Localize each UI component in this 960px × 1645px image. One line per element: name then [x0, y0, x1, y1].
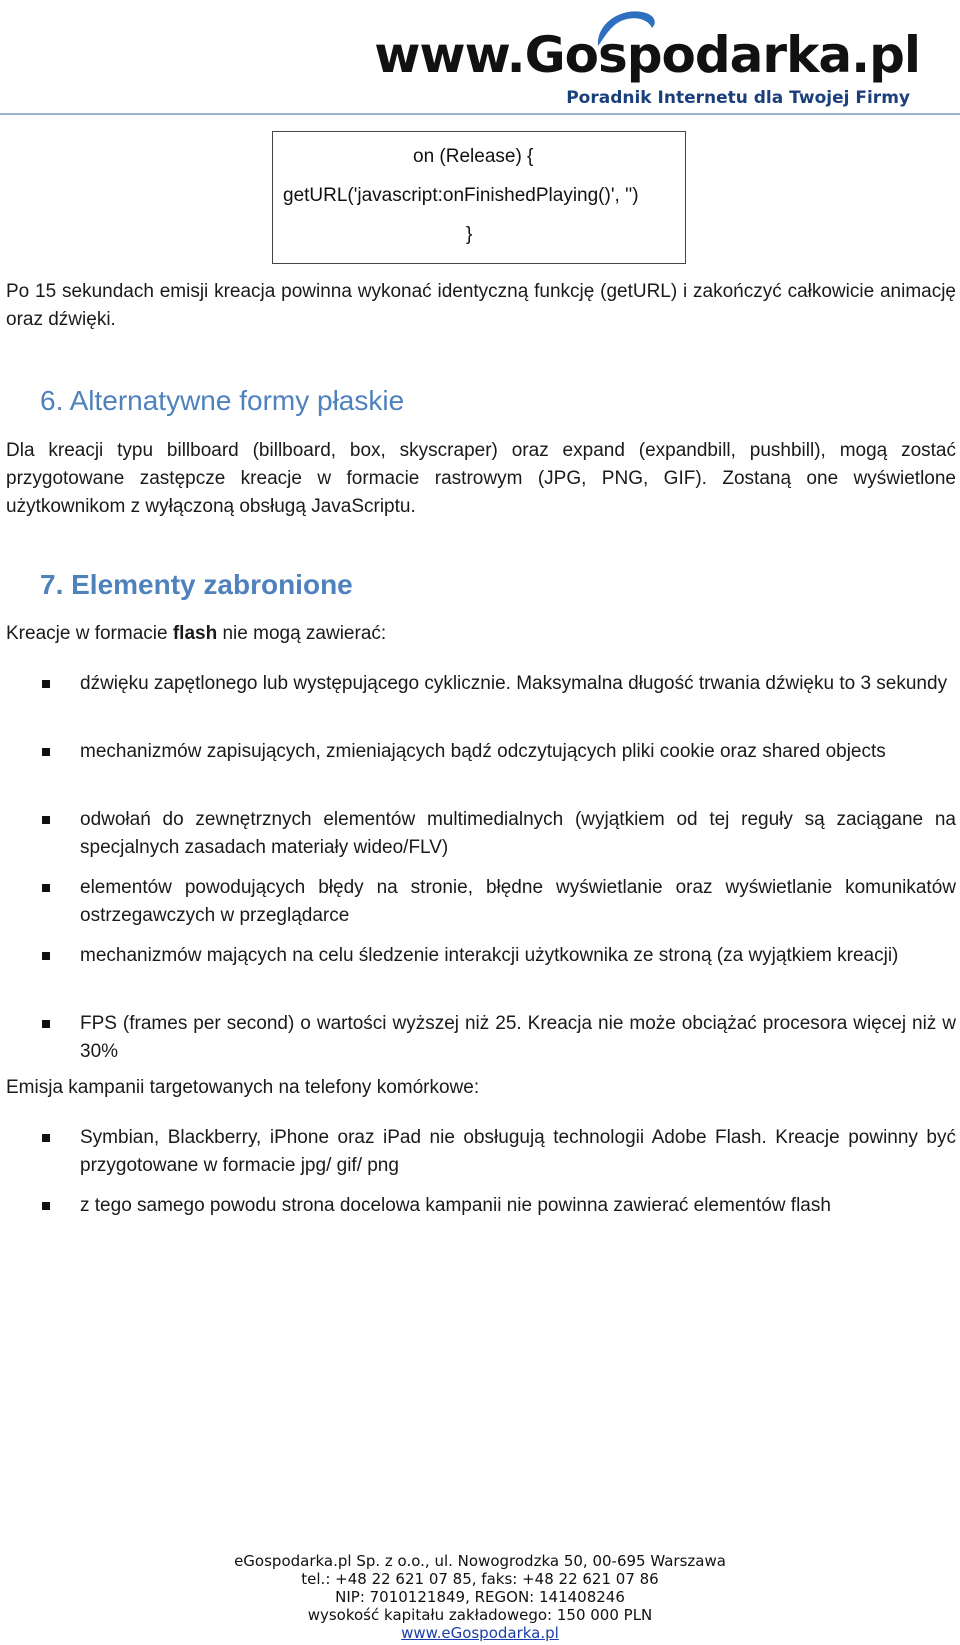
code-line-3: }: [466, 224, 473, 245]
bullet-square-icon: [42, 1134, 50, 1142]
footer-company-address: eGospodarka.pl Sp. z o.o., ul. Nowogrodzka 50, 00-695 Warszawa: [234, 1552, 726, 1570]
logo-tagline: Poradnik Internetu dla Twojej Firmy: [566, 88, 910, 108]
bullet-square-icon: [42, 884, 50, 892]
header-divider: [0, 113, 960, 115]
bullet-square-icon: [42, 1020, 50, 1028]
bullet-square-icon: [42, 748, 50, 756]
bullet-square-icon: [42, 1202, 50, 1210]
section-6-body: Dla kreacji typu billboard (billboard, box, skyscraper) oraz expand (expandbill, pushbill), mogą zostać przygotowane zastępcze kreacje w formacie rastrowym (JPG, PNG, GIF). Zostaną one wyświetlone użytkownikom z wyłączoną obsługą JavaScriptu.: [6, 440, 956, 517]
bullet-square-icon: [42, 816, 50, 824]
footer-capital: wysokość kapitału zakładowego: 150 000 PLN: [307, 1606, 653, 1624]
logo-wordmark: www.Gospodarka.pl: [374, 26, 920, 84]
code-line-2: getURL('javascript:onFinishedPlaying()', ''): [283, 185, 639, 206]
intro-paragraph: Po 15 sekundach emisji kreacja powinna wykonać identyczną funkcję (getURL) i zakończyć całkowicie animację oraz dźwięki.: [6, 281, 956, 330]
footer-phone-fax: tel.: +48 22 621 07 85, faks: +48 22 621 07 86: [301, 1570, 659, 1588]
bullet-square-icon: [42, 680, 50, 688]
section-7-intro: Kreacje w formacie flash nie mogą zawierać:: [6, 623, 387, 644]
code-snippet-box: [272, 131, 686, 264]
bullet-square-icon: [42, 952, 50, 960]
footer-tax-ids: NIP: 7010121849, REGON: 141408246: [335, 1588, 625, 1606]
code-line-1: on (Release) {: [413, 146, 534, 167]
footer-website-link[interactable]: www.eGospodarka.pl: [401, 1624, 559, 1642]
page-footer: [0, 1552, 960, 1642]
section-6-heading: 6. Alternatywne formy płaskie: [40, 385, 405, 416]
page-header: [0, 0, 960, 116]
section-7-heading: 7. Elementy zabronione: [40, 569, 353, 600]
egospodarka-logo[interactable]: [374, 8, 960, 108]
mobile-campaign-intro: Emisja kampanii targetowanych na telefony komórkowe:: [6, 1077, 480, 1098]
